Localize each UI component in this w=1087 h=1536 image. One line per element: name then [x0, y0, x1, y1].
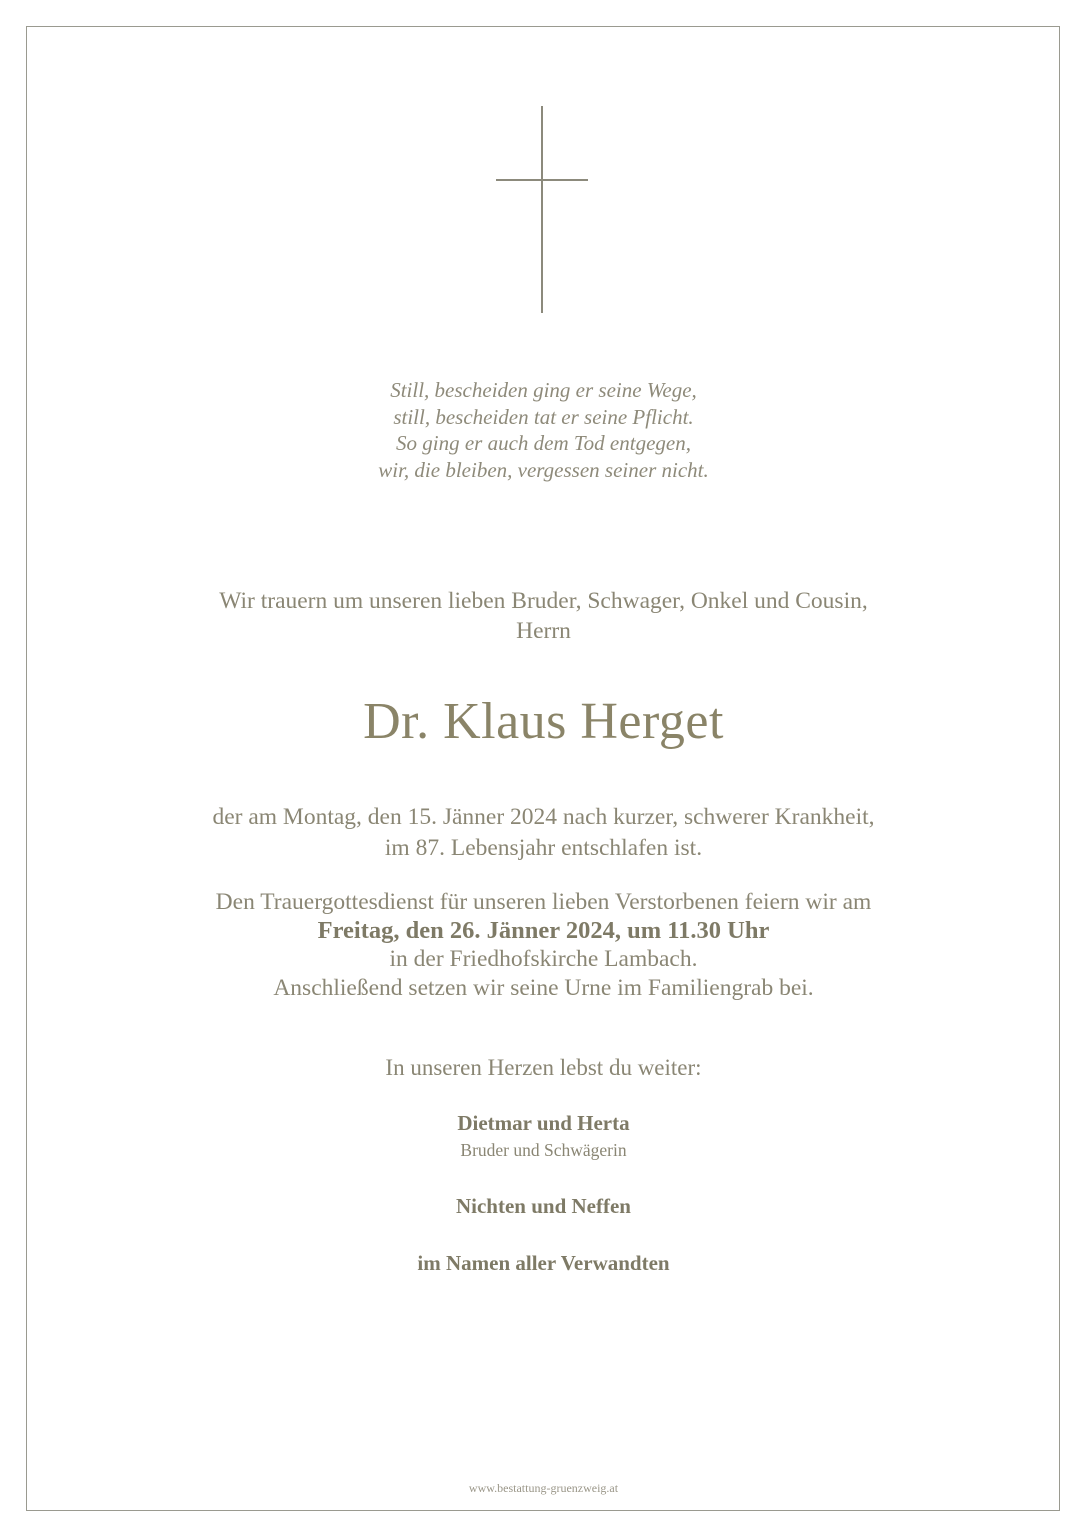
death-notice-line: im 87. Lebensjahr entschlafen ist. [384, 835, 703, 861]
cross-vertical-bar [541, 106, 543, 313]
intro-text [0, 586, 1087, 646]
service-intro: Den Trauergottesdienst für unseren lieben Verstorbenen feiern wir am [215, 889, 872, 915]
death-notice [0, 802, 1087, 864]
burial-info: Anschließend setzen wir seine Urne im Familiengrab bei. [273, 974, 814, 1001]
footer-website: www.bestattung-gruenzweig.at [468, 1481, 619, 1495]
death-notice-line: der am Montag, den 15. Jänner 2024 nach kurzer, schwerer Krankheit, [212, 804, 875, 830]
mourner-name: im Namen aller Verwandten [417, 1251, 670, 1275]
intro-line: Wir trauern um unseren lieben Bruder, Schwager, Onkel und Cousin, [219, 588, 868, 614]
service-location: in der Friedhofskirche Lambach. [389, 946, 698, 972]
poem-line: still, bescheiden tat er seine Pflicht. [393, 404, 694, 429]
cross-horizontal-bar [496, 179, 588, 181]
poem-line: wir, die bleiben, vergessen seiner nicht. [378, 457, 709, 482]
closing-line: In unseren Herzen lebst du weiter: [385, 1055, 702, 1080]
poem-line: So ging er auch dem Tod entgegen, [396, 431, 691, 455]
page-border [26, 26, 1060, 1511]
deceased-name: Dr. Klaus Herget [363, 693, 724, 750]
service-info [0, 888, 1087, 1002]
mourner-name: Nichten und Neffen [455, 1194, 631, 1218]
mourner-name: Dietmar und Herta [457, 1111, 630, 1135]
mourner-relation: Bruder und Schwägerin [460, 1140, 627, 1160]
intro-salutation: Herrn [516, 618, 571, 644]
service-date-time: Freitag, den 26. Jänner 2024, um 11.30 Uhr [317, 916, 770, 944]
poem-line: Still, bescheiden ging er seine Wege, [390, 378, 697, 402]
poem [0, 377, 1087, 483]
